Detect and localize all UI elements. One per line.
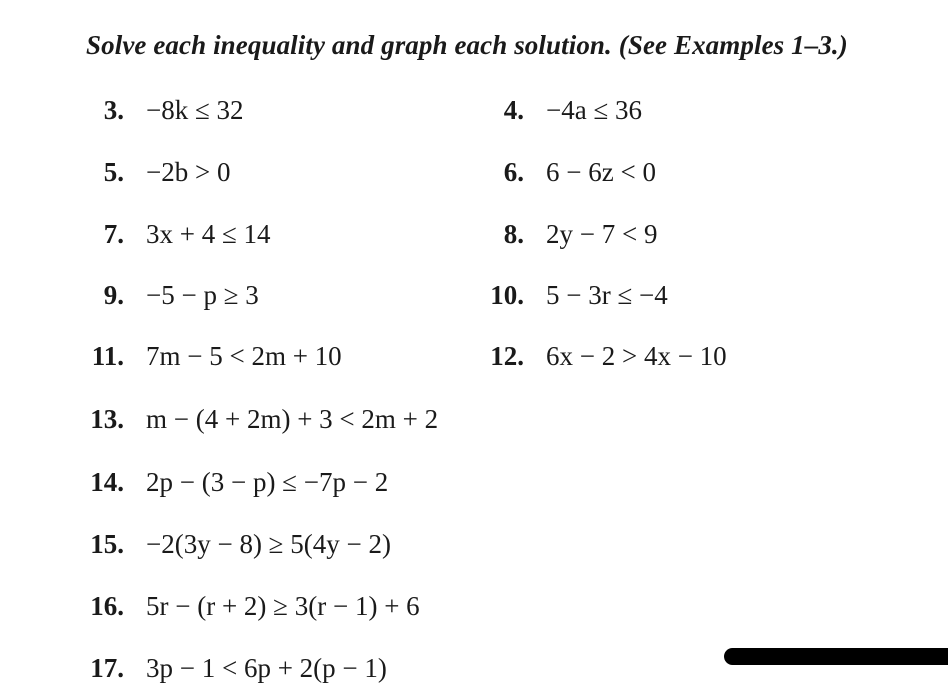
problem-expression: 5 − 3r ≤ −4 [546, 280, 668, 310]
problem-number: 9. [103, 280, 124, 310]
problem-9 [84, 277, 259, 313]
problem-number: 13. [90, 404, 124, 434]
problem-7 [84, 216, 271, 252]
problem-expression: 2y − 7 < 9 [546, 219, 658, 249]
problem-number: 12. [490, 341, 524, 371]
problem-expression: 6 − 6z < 0 [546, 157, 656, 187]
problem-expression: m − (4 + 2m) + 3 < 2m + 2 [146, 404, 439, 434]
problem-3 [84, 92, 244, 128]
problem-15 [84, 526, 391, 562]
problem-number: 5. [103, 157, 124, 187]
problem-number: 17. [90, 653, 124, 683]
problem-12 [484, 338, 727, 374]
instructions-heading: Solve each inequality and graph each solution. (See Examples 1–3.) [86, 30, 848, 60]
home-indicator-bar[interactable] [724, 648, 948, 665]
problem-expression: −2(3y − 8) ≥ 5(4y − 2) [146, 529, 391, 559]
problem-16 [84, 588, 420, 624]
problem-expression: −2b > 0 [146, 157, 231, 187]
problem-expression: 6x − 2 > 4x − 10 [546, 341, 727, 371]
problem-expression: −5 − p ≥ 3 [146, 280, 259, 310]
problem-number: 11. [91, 341, 124, 371]
problem-14 [84, 464, 388, 500]
problem-6 [484, 154, 656, 190]
problem-expression: −8k ≤ 32 [146, 95, 244, 125]
problem-expression: 7m − 5 < 2m + 10 [146, 341, 342, 371]
problem-expression: −4a ≤ 36 [546, 95, 643, 125]
problem-5 [84, 154, 230, 190]
problem-number: 10. [490, 280, 524, 310]
problem-number: 14. [90, 467, 124, 497]
problem-10 [484, 277, 668, 313]
problem-17 [84, 650, 387, 686]
problem-number: 6. [503, 157, 524, 187]
problem-expression: 3x + 4 ≤ 14 [146, 219, 271, 249]
problem-number: 16. [90, 591, 124, 621]
problem-4 [484, 92, 642, 128]
problem-number: 3. [103, 95, 124, 125]
problem-expression: 2p − (3 − p) ≤ −7p − 2 [146, 467, 389, 497]
problem-expression: 5r − (r + 2) ≥ 3(r − 1) + 6 [146, 591, 420, 621]
problem-number: 8. [503, 219, 524, 249]
problem-13 [84, 401, 438, 437]
problem-number: 15. [90, 529, 124, 559]
problem-number: 7. [103, 219, 124, 249]
problem-expression: 3p − 1 < 6p + 2(p − 1) [146, 653, 387, 683]
problem-8 [484, 216, 657, 252]
problem-number: 4. [503, 95, 524, 125]
problem-11 [84, 338, 342, 374]
